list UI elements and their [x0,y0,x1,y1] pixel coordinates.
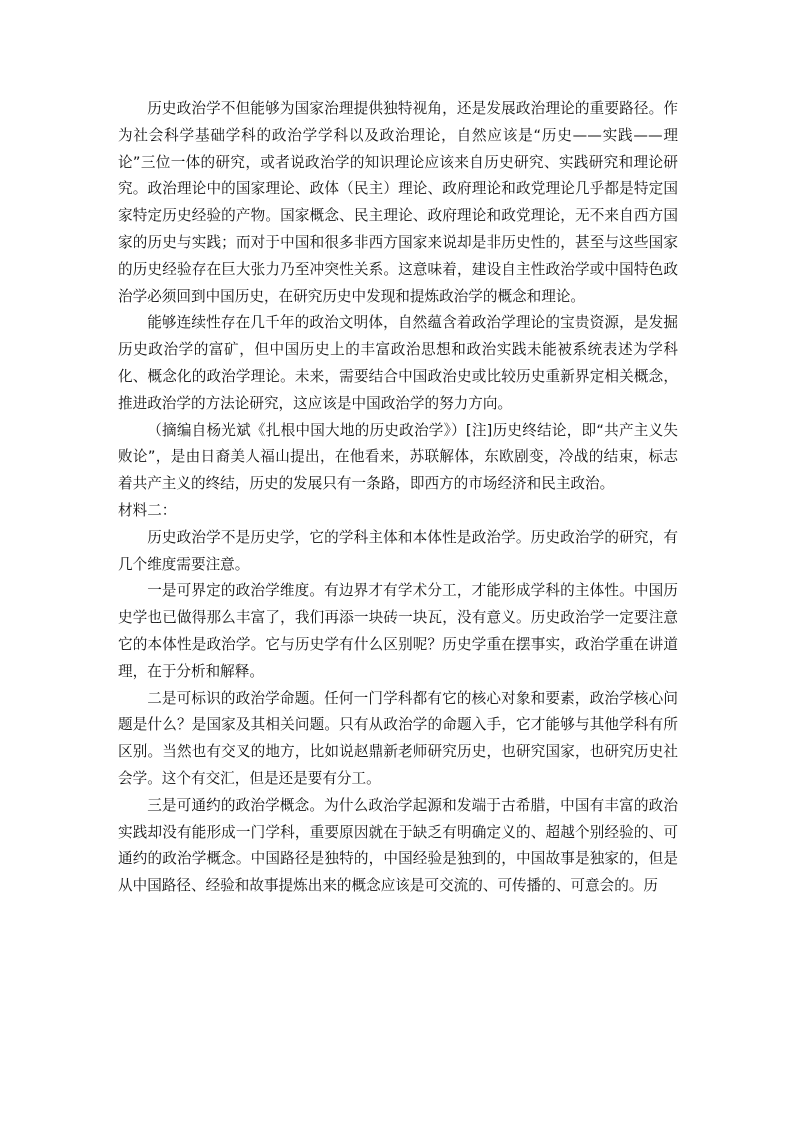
paragraph-political-theory: 历史政治学不但能够为国家治理提供独特视角，还是发展政治理论的重要路径。作为社会科学基础学科的政治学学科以及政治理论，自然应该是“历史——实践——理论”三位一体的研究，或者说政治学的知识理论应该来自历史研究、实践研究和理论研究。政治理论中的国家理论、政体（民主）理论、政府理论和政党理论几乎都是特定国家特定历史经验的产物。国家概念、民主理论、政府理论和政党理论，无不来自西方国家的历史与实践；而对于中国和很多非西方国家来说却是非历史性的，甚至与这些国家的历史经验存在巨大张力乃至冲突性关系。这意味着，建设自主性政治学或中国特色政治学必须回到中国历史，在研究历史中发现和提炼政治学的概念和理论。 [118,100,678,305]
paragraph-source-note: （摘编自杨光斌《扎根中国大地的历史政治学》）[注]历史终结论，即“共产主义失败论”，是由日裔美人福山提出，在他看来，苏联解体，东欧剧变，冷战的结束，标志着共产主义的终结，历史的发展只有一条路，即西方的市场经济和民主政治。 [118,421,678,493]
material-two-label: 材料二： [118,501,177,519]
paragraph-dimension-one: 一是可界定的政治学维度。有边界才有学术分工，才能形成学科的主体性。中国历史学也已做得那么丰富了，我们再添一块砖一块瓦，没有意义。历史政治学一定要注意它的本体性是政治学。它与历史学有什么区别呢？历史学重在摆事实，政治学重在讲道理，在于分析和解释。 [118,582,678,680]
paragraph-dimension-two: 二是可标识的政治学命题。任何一门学科都有它的核心对象和要素，政治学核心问题是什么？是国家及其相关问题。只有从政治学的命题入手，它才能够与其他学科有所区别。当然也有交叉的地方，比如说赵鼎新老师研究历史，也研究国家，也研究历史社会学。这个有交汇，但是还是要有分工。 [118,689,678,787]
paragraph-material-two-intro: 历史政治学不是历史学，它的学科主体和本体性是政治学。历史政治学的研究，有几个维度需要注意。 [118,528,678,573]
paragraph-dimension-three: 三是可通约的政治学概念。为什么政治学起源和发端于古希腊，中国有丰富的政治实践却没有能形成一门学科，重要原因就在于缺乏有明确定义的、超越个别经验的、可通约的政治学概念。中国路径是独特的，中国经验是独到的，中国故事是独家的，但是从中国路径、经验和故事提炼出来的概念应该是可交流的、可传播的、可意会的。历 [118,796,678,895]
document-page [118,96,678,900]
paragraph-civilization-resources: 能够连续性存在几千年的政治文明体，自然蕴含着政治学理论的宝贵资源，是发掘历史政治学的富矿，但中国历史上的丰富政治思想和政治实践未能被系统表述为学科化、概念化的政治学理论。未来，需要结合中国政治史或比较历史重新界定相关概念，推进政治学的方法论研究，这应该是中国政治学的努力方向。 [118,314,678,412]
